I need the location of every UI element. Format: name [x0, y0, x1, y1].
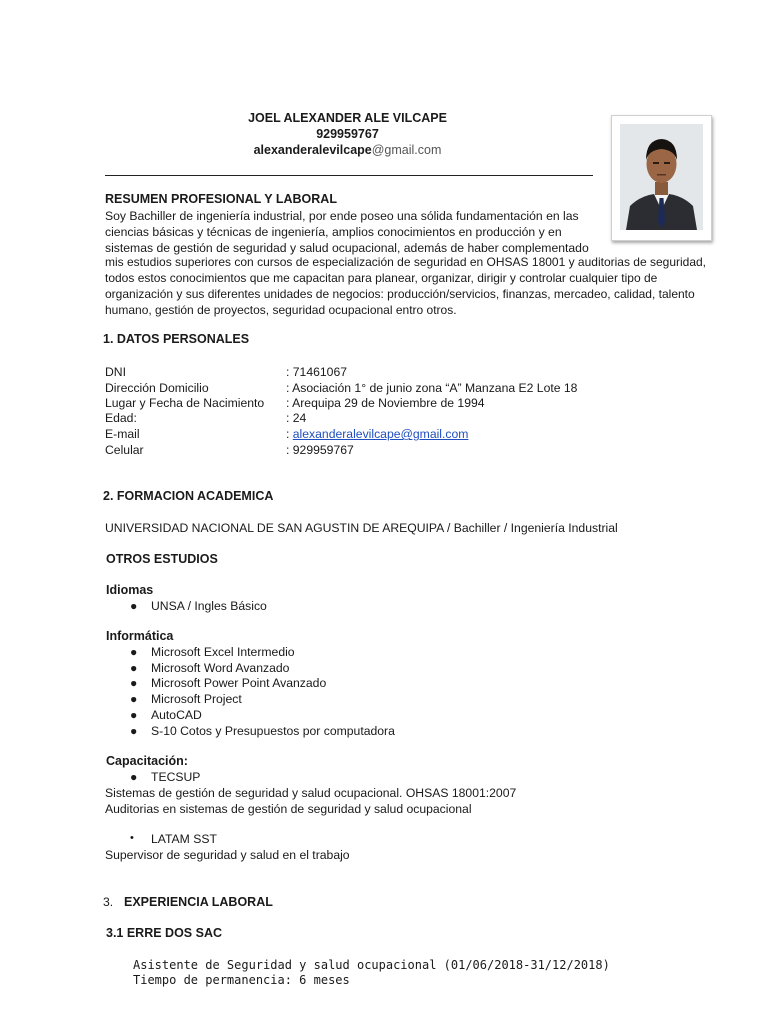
bullet-icon: ● — [130, 661, 138, 675]
header-phone: 929959767 — [316, 127, 379, 141]
training-course: Sistemas de gestión de seguridad y salud ocupacional. OHSAS 18001:2007 — [105, 786, 517, 800]
profile-photo-frame — [611, 115, 712, 241]
personal-label-phone: Celular — [105, 443, 144, 457]
personal-value-birth: : Arequipa 29 de Noviembre de 1994 — [286, 396, 485, 410]
it-item: Microsoft Excel Intermedio — [151, 645, 295, 659]
it-item: Microsoft Power Point Avanzado — [151, 676, 327, 690]
bullet-icon: ● — [130, 599, 138, 613]
summary-title: RESUMEN PROFESIONAL Y LABORAL — [105, 192, 337, 206]
academic-title: 2. FORMACION ACADEMICA — [103, 489, 274, 503]
experience-company: 3.1 ERRE DOS SAC — [106, 926, 223, 940]
personal-value-age: : 24 — [286, 411, 307, 425]
bullet-icon: ● — [130, 676, 138, 690]
training-provider: TECSUP — [151, 770, 201, 784]
personal-data-list — [105, 364, 705, 464]
summary-line: mis estudios superiores con cursos de especialización de seguridad en OHSAS 18001 y auditorias de seguridad, — [105, 255, 707, 269]
experience-title: EXPERIENCIA LABORAL — [124, 895, 273, 909]
profile-photo — [620, 124, 703, 230]
it-item: AutoCAD — [151, 708, 202, 722]
header-divider — [105, 175, 593, 176]
header-email-domain: @gmail.com — [371, 143, 442, 157]
bullet-icon: ● — [130, 708, 138, 722]
bullet-icon: ● — [130, 645, 138, 659]
personal-data-title: 1. DATOS PERSONALES — [103, 332, 250, 346]
bullet-icon: • — [130, 832, 134, 844]
summary-paragraph-top — [105, 208, 591, 256]
email-link[interactable]: alexanderalevilcape@gmail.com — [292, 427, 469, 441]
it-item: Microsoft Word Avanzado — [151, 661, 290, 675]
personal-value-email — [286, 426, 468, 442]
personal-label-email: E-mail — [105, 427, 140, 441]
header-email-user: alexanderalevilcape — [253, 143, 372, 157]
personal-value-address: : Asociación 1° de junio zona “A” Manzana E2 Lote 18 — [286, 381, 578, 395]
other-studies-title: OTROS ESTUDIOS — [106, 552, 218, 566]
person-portrait-icon — [620, 124, 703, 230]
it-title: Informática — [106, 629, 174, 643]
personal-value-dni: : 71461067 — [286, 365, 347, 379]
it-item: S-10 Cotos y Presupuestos por computadora — [151, 724, 395, 738]
personal-label-address: Dirección Domicilio — [105, 381, 209, 395]
bullet-icon: ● — [130, 770, 138, 784]
it-item: Microsoft Project — [151, 692, 242, 706]
personal-label-birth: Lugar y Fecha de Nacimiento — [105, 396, 265, 410]
experience-tenure: Tiempo de permanencia: 6 meses — [133, 973, 350, 987]
languages-title: Idiomas — [106, 583, 154, 597]
summary-line: Soy Bachiller de ingeniería industrial, por ende poseo una sólida fundamentación en las — [105, 209, 579, 223]
experience-role: Asistente de Seguridad y salud ocupacional (01/06/2018-31/12/2018) — [133, 958, 610, 972]
university-line: UNIVERSIDAD NACIONAL DE SAN AGUSTIN DE AREQUIPA / Bachiller / Ingeniería Industrial — [105, 521, 618, 535]
experience-number: 3. — [103, 895, 114, 909]
personal-label-age: Edad: — [105, 411, 137, 425]
language-item: UNSA / Ingles Básico — [151, 599, 267, 613]
personal-label-dni: DNI — [105, 365, 126, 379]
summary-line: ciencias básicas y técnicas de ingeniería, amplios conocimientos en producción y en — [105, 225, 562, 239]
bullet-icon: ● — [130, 692, 138, 706]
personal-value-phone: : 929959767 — [286, 443, 354, 457]
training-title: Capacitación: — [106, 754, 188, 768]
bullet-icon: ● — [130, 724, 138, 738]
summary-line: organización y sus diferentes unidades de negocios: producción/servicios, finanzas, mercadeo, calidad, talento — [105, 287, 695, 301]
summary-line: todos estos conocimientos que me capacitan para planear, organizar, dirigir y controlar cualquier tipo de — [105, 271, 658, 285]
header-email — [105, 142, 590, 159]
training-course: Auditorias en sistemas de gestión de seguridad y salud ocupacional — [105, 802, 472, 816]
summary-paragraph-bottom — [105, 254, 713, 318]
summary-line: humano, gestión de proyectos, seguridad ocupacional entro otros. — [105, 303, 457, 317]
summary-line: sistemas de gestión de seguridad y salud ocupacional, además de haber complementado — [105, 241, 589, 255]
training-provider: LATAM SST — [151, 832, 217, 846]
training-course: Supervisor de seguridad y salud en el trabajo — [105, 848, 350, 862]
email-prefix: : — [286, 427, 293, 441]
candidate-name: JOEL ALEXANDER ALE VILCAPE — [248, 111, 447, 125]
